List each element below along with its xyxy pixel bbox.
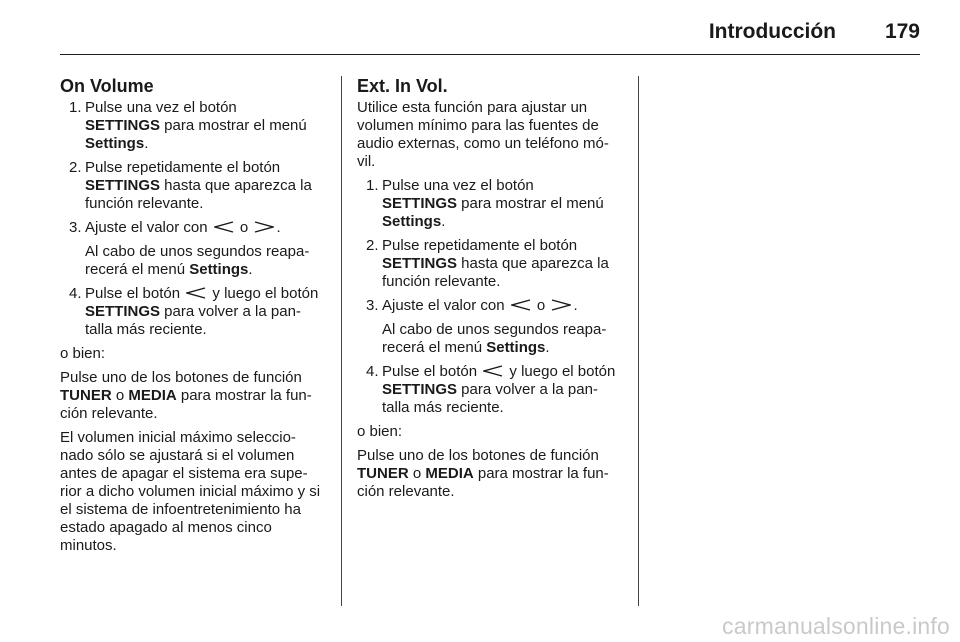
list-item: 4. Pulse el botón y luego el botón SETTINGS para volver a la pan-talla más reciente. [366,363,616,416]
heading-on-volume: On Volume [60,76,154,96]
paragraph-function-buttons: Pulse uno de los botones de función TUNER o MEDIA para mostrar la fun-ción relevante. [357,447,609,500]
list-item: 2. Pulse repetidamente el botón SETTINGS hasta que aparezca la función relevante. [366,237,609,290]
or-text: o bien: [60,345,106,362]
column-divider [638,76,639,606]
triangle-right-icon [551,299,571,311]
list-item: 1. Pulse una vez el botón SETTINGS para mostrar el menú Settings. [366,177,604,230]
page-header [60,14,920,55]
list-item: 1. Pulse una vez el botón SETTINGS para mostrar el menú Settings. [69,99,307,152]
heading-ext-in-vol: Ext. In Vol. [357,76,448,96]
list-item: 2. Pulse repetidamente el botón SETTINGS hasta que aparezca la función relevante. [69,159,312,212]
triangle-right-icon [254,221,274,233]
column-divider [341,76,342,606]
list-item: 3. Ajuste el valor con o . Al cabo de unos segundos reapa-recerá el menú Settings. [60,219,326,279]
list-item: 3. Ajuste el valor con o . Al cabo de unos segundos reapa-recerá el menú Settings. [357,297,623,357]
or-text: o bien: [357,423,403,440]
section-title: Introducción [708,20,836,43]
triangle-left-icon [483,365,503,377]
step-note: Al cabo de unos segundos reapa-recerá el menú Settings. [85,243,310,278]
list-item: 4. Pulse el botón y luego el botón SETTINGS para volver a la pan-talla más reciente. [69,285,319,338]
column-ext-in-vol [357,76,623,507]
triangle-left-icon [511,299,531,311]
page-number: 179 [884,20,920,43]
step-note: Al cabo de unos segundos reapa-recerá el menú Settings. [382,321,607,356]
column-on-volume [60,76,326,561]
paragraph-intro: Utilice esta función para ajustar un volumen mínimo para las fuentes de audio externas, como un teléfono mó-vil. [357,99,609,170]
triangle-left-icon [186,287,206,299]
steps-list-ext-in-vol [357,177,623,417]
watermark-text: carmanualsonline.info [722,613,950,639]
triangle-left-icon [214,221,234,233]
paragraph-initial-volume: El volumen inicial máximo seleccio-nado sólo se ajustará si el volumen antes de apagar el sistema era supe-rior a dicho volumen inicial máximo y si el sistema de infoentretenimiento ha estado apagado al menos cinco minutos. [60,429,321,554]
paragraph-function-buttons: Pulse uno de los botones de función TUNER o MEDIA para mostrar la fun-ción relevante. [60,369,312,422]
steps-list-on-volume [60,99,326,339]
